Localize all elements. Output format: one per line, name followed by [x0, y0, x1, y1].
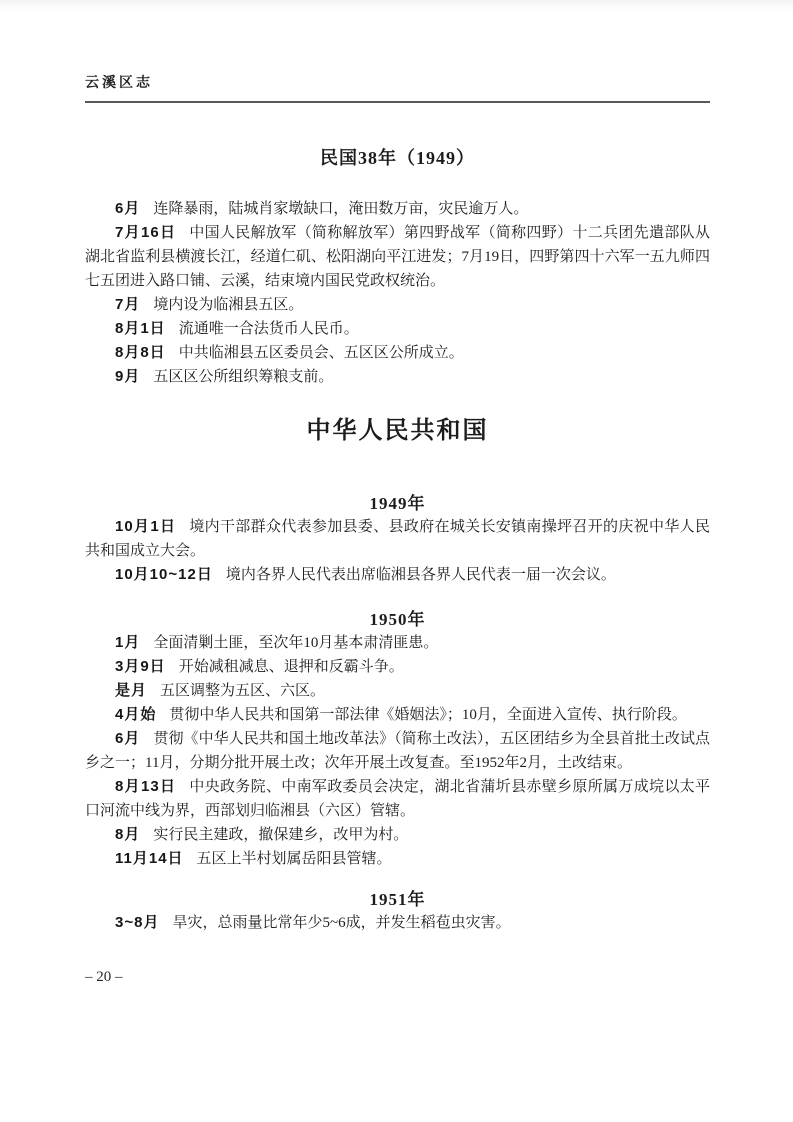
chronicle-entry [85, 515, 710, 563]
entry-date: 1月 [115, 634, 141, 651]
entry-text: 开始减租减息、退押和反霸斗争。 [178, 659, 404, 675]
entry-text: 境内干部群众代表参加县委、县政府在城关长安镇南操坪召开的庆祝中华人民共和国成立大会。 [85, 519, 710, 559]
chronicle-entry [85, 317, 710, 341]
entry-date: 11月14日 [115, 850, 184, 867]
entry-date: 8月13日 [115, 778, 177, 795]
chronicle-entry [85, 365, 710, 389]
chronicle-entry [85, 911, 710, 935]
year-heading-1951: 1951年 [369, 890, 426, 909]
entry-text: 五区调整为五区、六区。 [160, 683, 326, 699]
entry-date: 8月1日 [115, 320, 166, 337]
page-footer [85, 967, 710, 987]
chronicle-entry [85, 341, 710, 365]
chronicle-entry [85, 823, 710, 847]
entry-text: 中国人民解放军（简称解放军）第四野战军（简称四野）十二兵团先遣部队从湖北省监利县横渡长江，经道仁矶、松阳湖向平江进发；7月19日，四野第四十六军一五九师四七五团进入路口铺、云溪，结束境内国民党政权统治。 [85, 225, 710, 289]
entry-date: 10月10~12日 [115, 566, 213, 583]
entry-text: 流通唯一合法货币人民币。 [178, 321, 359, 337]
entries-1950 [85, 631, 710, 871]
year-heading-1950: 1950年 [369, 610, 426, 629]
chronicle-entry [85, 655, 710, 679]
entry-date: 10月1日 [115, 518, 177, 535]
entry-text: 中共临湘县五区委员会、五区区公所成立。 [178, 345, 464, 361]
entry-text: 境内各界人民代表出席临湘县各界人民代表一届一次会议。 [225, 567, 616, 583]
entry-text: 旱灾，总雨量比常年少5~6成，并发生稻苞虫灾害。 [172, 915, 511, 931]
chronicle-entry [85, 679, 710, 703]
entry-text: 贯彻《中华人民共和国土地改革法》（简称土改法），五区团结乡为全县首批土改试点乡之一；11月，分期分批开展土改；次年开展土改复查。至1952年2月，土改结束。 [85, 731, 710, 771]
entry-text: 中央政务院、中南军政委员会决定，湖北省蒲圻县赤壁乡原所属万成垸以太平口河流中线为界，西部划归临湘县（六区）管辖。 [85, 779, 710, 819]
chronicle-entry [85, 197, 710, 221]
entry-date: 7月16日 [115, 224, 177, 241]
entry-date: 是月 [115, 682, 148, 699]
chronicle-entry [85, 847, 710, 871]
entries-1949 [85, 515, 710, 587]
entry-date: 3月9日 [115, 658, 166, 675]
entry-date: 9月 [115, 368, 141, 385]
chronicle-entry [85, 293, 710, 317]
entries-minguo-38 [85, 197, 710, 389]
year-heading-1949: 1949年 [369, 494, 426, 513]
entry-text: 贯彻中华人民共和国第一部法律《婚姻法》；10月，全面进入宣传、执行阶段。 [169, 707, 687, 723]
entry-date: 4月始 [115, 706, 157, 723]
entry-date: 3~8月 [115, 914, 160, 931]
chronicle-entry [85, 727, 710, 775]
running-header [85, 0, 710, 103]
entry-date: 6月 [115, 730, 141, 747]
entry-date: 8月 [115, 826, 141, 843]
chronicle-entry [85, 703, 710, 727]
book-title: 云溪区志 [85, 74, 153, 90]
part-heading-prc: 中华人民共和国 [306, 417, 489, 444]
entry-date: 8月8日 [115, 344, 166, 361]
entry-text: 实行民主建政，撤保建乡，改甲为村。 [153, 827, 409, 843]
entries-1951 [85, 911, 710, 935]
entry-date: 7月 [115, 296, 141, 313]
page-number: – 20 – [85, 969, 123, 985]
entry-text: 五区区公所组织筹粮支前。 [153, 369, 334, 385]
entry-text: 全面清剿土匪，至次年10月基本肃清匪患。 [153, 635, 439, 651]
entry-text: 境内设为临湘县五区。 [153, 297, 304, 313]
entry-text: 连降暴雨，陆城肖家墩缺口，淹田数万亩，灾民逾万人。 [153, 201, 529, 217]
chronicle-entry [85, 221, 710, 293]
entry-text: 五区上半村划属岳阳县管辖。 [196, 851, 392, 867]
entry-date: 6月 [115, 200, 141, 217]
chronicle-entry [85, 563, 710, 587]
chronicle-entry [85, 775, 710, 823]
chronicle-entry [85, 631, 710, 655]
era-heading-minguo-38: 民国38年（1949） [320, 148, 475, 168]
